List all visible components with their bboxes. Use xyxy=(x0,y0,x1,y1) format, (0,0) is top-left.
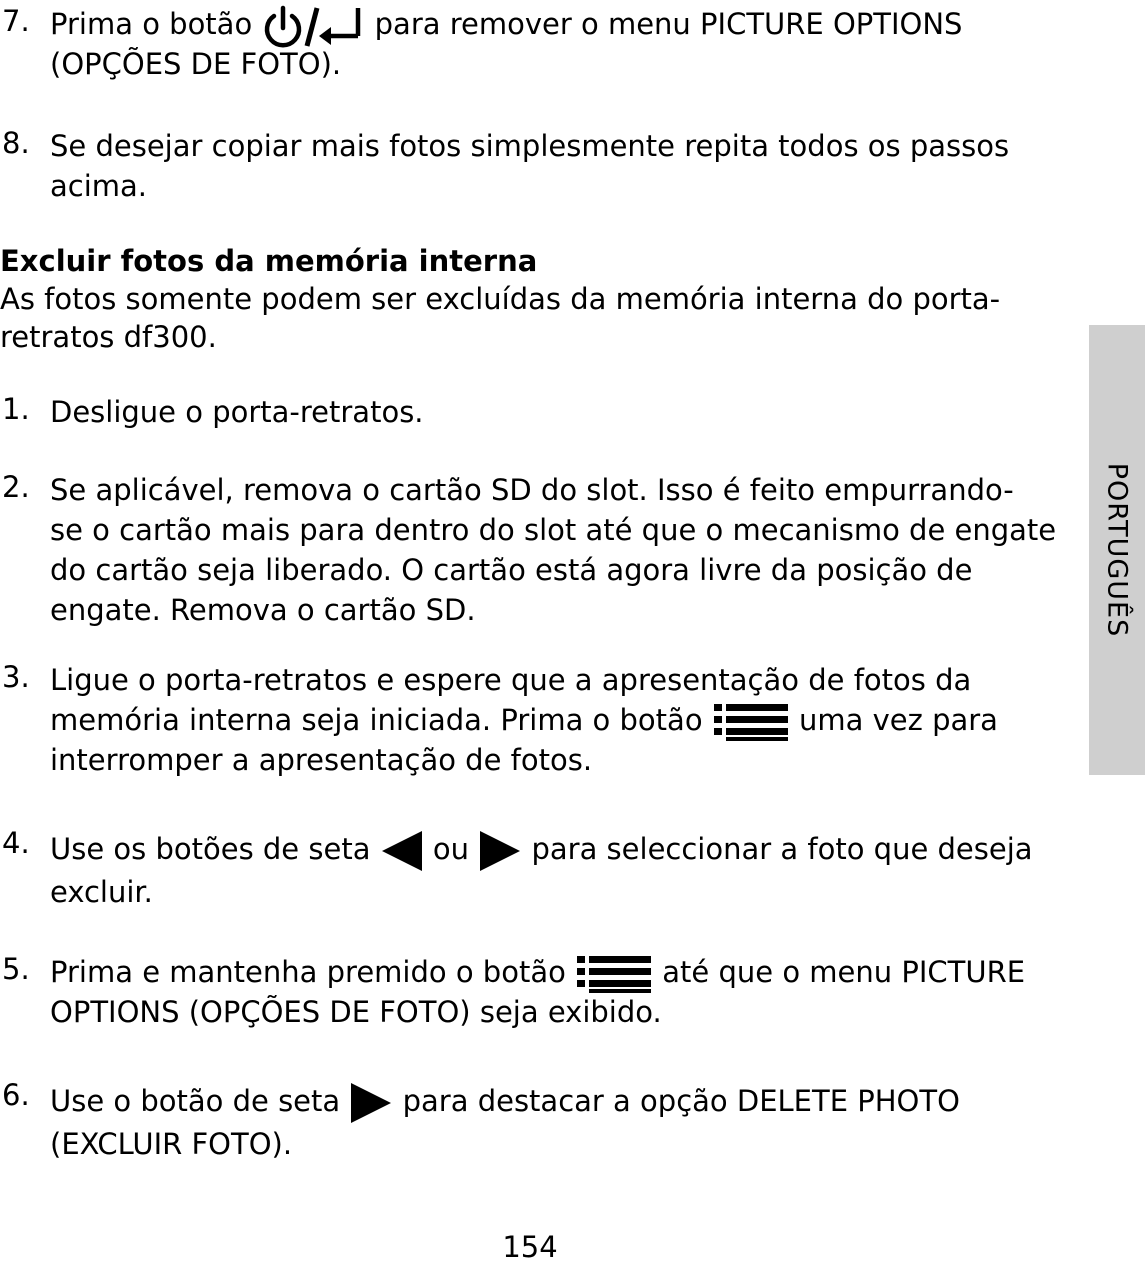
step-number: 5. xyxy=(2,952,30,986)
left-arrow-icon xyxy=(380,829,424,873)
step-text: Se aplicável, remova o cartão SD do slot. Isso é feito empurrando- xyxy=(50,473,1014,507)
step-text: uma vez para xyxy=(799,703,998,737)
step-text: Prima e mantenha premido o botão xyxy=(50,955,566,989)
step-text: se o cartão mais para dentro do slot até que o mecanismo de engate xyxy=(50,513,1057,547)
step-text: engate. Remova o cartão SD. xyxy=(50,593,476,627)
step-text: Use o botão de seta xyxy=(50,1084,341,1118)
step-text: até que o menu PICTURE xyxy=(662,955,1026,989)
step-text: para destacar a opção DELETE PHOTO xyxy=(402,1084,960,1118)
menu-icon xyxy=(575,954,653,994)
step-text: Prima o botão xyxy=(50,7,253,41)
section-delete-internal xyxy=(0,242,1060,356)
step-text: interromper a apresentação de fotos. xyxy=(50,743,593,777)
step-text: para remover o menu PICTURE OPTIONS xyxy=(374,7,963,41)
step-text: acima. xyxy=(50,169,148,203)
step-text: OPTIONS (OPÇÕES DE FOTO) seja exibido. xyxy=(50,995,662,1029)
power-enter-icon xyxy=(261,4,365,48)
step-number: 8. xyxy=(2,126,30,160)
step-text: (OPÇÕES DE FOTO). xyxy=(50,47,342,81)
page-number: 154 xyxy=(502,1230,558,1264)
step-text: ou xyxy=(432,832,470,866)
section-paragraph: retratos df300. xyxy=(0,320,217,354)
step-text: Se desejar copiar mais fotos simplesmente repita todos os passos xyxy=(50,129,1010,163)
step-text: Desligue o porta-retratos. xyxy=(50,395,424,429)
step-number: 2. xyxy=(2,470,30,504)
step-text: memória interna seja iniciada. Prima o botão xyxy=(50,703,703,737)
step-text: Use os botões de seta xyxy=(50,832,371,866)
step-text: excluir. xyxy=(50,875,153,909)
step-number: 3. xyxy=(2,660,30,694)
section-paragraph: As fotos somente podem ser excluídas da memória interna do porta- xyxy=(0,282,1001,316)
step-number: 4. xyxy=(2,826,30,860)
step-number: 6. xyxy=(2,1078,30,1112)
language-tab xyxy=(1089,325,1145,775)
right-arrow-icon xyxy=(478,829,522,873)
step-text: (EXCLUIR FOTO). xyxy=(50,1127,293,1161)
language-label: PORTUGUÊS xyxy=(1101,462,1133,638)
step-text: para seleccionar a foto que deseja xyxy=(531,832,1033,866)
step-text: Ligue o porta-retratos e espere que a apresentação de fotos da xyxy=(50,663,972,697)
step-number: 1. xyxy=(2,392,30,426)
right-arrow-icon xyxy=(349,1081,393,1125)
step-number: 7. xyxy=(2,4,30,38)
section-heading: Excluir fotos da memória interna xyxy=(0,244,538,278)
step-text: do cartão seja liberado. O cartão está agora livre da posição de xyxy=(50,553,973,587)
menu-icon xyxy=(712,702,790,742)
